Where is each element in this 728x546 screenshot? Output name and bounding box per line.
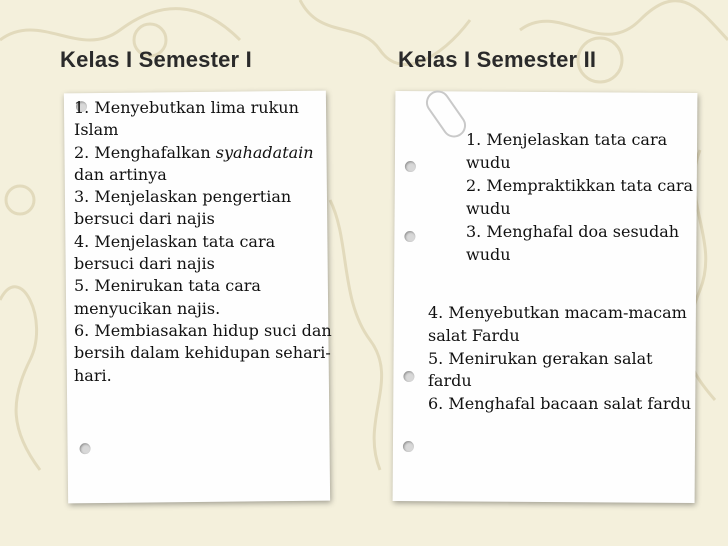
punch-hole	[403, 441, 414, 452]
semester-2-indented-list	[466, 128, 696, 266]
list-item: 6. Menghafal bacaan salat fardu	[428, 394, 692, 414]
list-item: 6. Membiasakan hidup suci dan bersih dalam kehidupan sehari-hari.	[74, 320, 332, 385]
list-item: 2. Menghafalkan syahadatain dan artinya	[74, 142, 314, 184]
punch-hole	[404, 231, 415, 242]
list-item: 3. Menjelaskan pengertian bersuci dari najis	[74, 187, 292, 229]
list-item: 2. Mempraktikkan tata cara wudu	[466, 176, 694, 218]
list-item: 5. Menirukan gerakan salat fardu	[428, 348, 653, 391]
punch-hole	[80, 443, 91, 454]
list-item: 3. Menghafal doa sesudah wudu	[466, 222, 680, 264]
list-item: 1. Menjelaskan tata cara wudu	[466, 130, 668, 172]
list-item: 4. Menjelaskan tata cara bersuci dari najis	[74, 231, 276, 274]
semester-2-list	[428, 302, 698, 416]
semester-1-header: Kelas I Semester I	[60, 47, 252, 72]
list-item: 5. Menirukan tata cara menyucikan najis.	[74, 276, 261, 318]
punch-hole	[403, 371, 414, 382]
punch-hole	[405, 161, 416, 172]
semester-2-header: Kelas I Semester II	[398, 47, 597, 72]
list-item: 4. Menyebutkan macam-macam salat Fardu	[428, 303, 687, 345]
list-item: 1. Menyebutkan lima rukun Islam	[74, 98, 299, 140]
semester-1-list	[74, 97, 334, 387]
